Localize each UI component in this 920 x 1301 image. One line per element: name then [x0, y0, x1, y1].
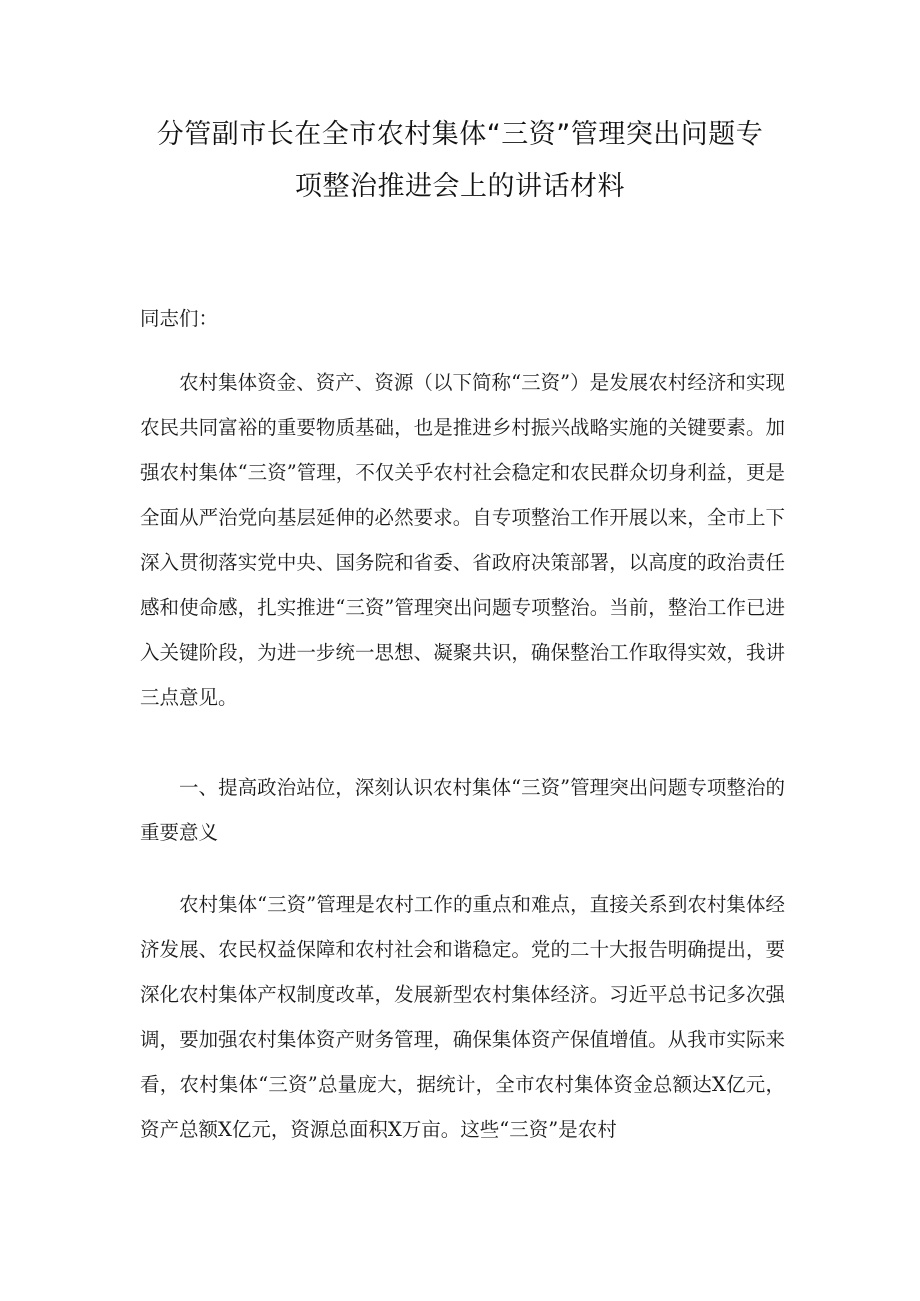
paragraph-intro: 农村集体资金、资产、资源（以下简称“三资”）是发展农村经济和实现农民共同富裕的重要物质基础，也是推进乡村振兴战略实施的关键要素。加强农村集体“三资”管理，不仅关乎农村社会稳定和农民群众切身利益，更是全面从严治党向基层延伸的必然要求。自专项整治工作开展以来，全市上下深入贯彻落实党中央、国务院和省委、省政府决策部署，以高度的政治责任感和使命感，扎实推进“三资”管理突出问题专项整治。当前，整治工作已进入关键阶段，为进一步统一思想、凝聚共识，确保整治工作取得实效，我讲三点意见。: [140, 371, 785, 709]
paragraph-section-1: 农村集体“三资”管理是农村工作的重点和难点，直接关系到农村集体经济发展、农民权益保障和农村社会和谐稳定。党的二十大报告明确提出，要深化农村集体产权制度改革，发展新型农村集体经济。习近平总书记多次强调，要加强农村集体资产财务管理，确保集体资产保值增值。从我市实际来看，农村集体“三资”总量庞大，据统计，全市农村集体资金总额达X亿元，资产总额X亿元，资源总面积X万亩。这些“三资”是农村: [140, 893, 785, 1141]
document-title-line-2: 项整治推进会上的讲话材料: [295, 171, 625, 202]
document-title-line-1: 分管副市长在全市农村集体“三资”管理突出问题专: [156, 119, 764, 150]
section-heading-1: 一、提高政治站位，深刻认识农村集体“三资”管理突出问题专项整治的重要意义: [140, 776, 785, 844]
salutation: 同志们：: [140, 307, 219, 330]
